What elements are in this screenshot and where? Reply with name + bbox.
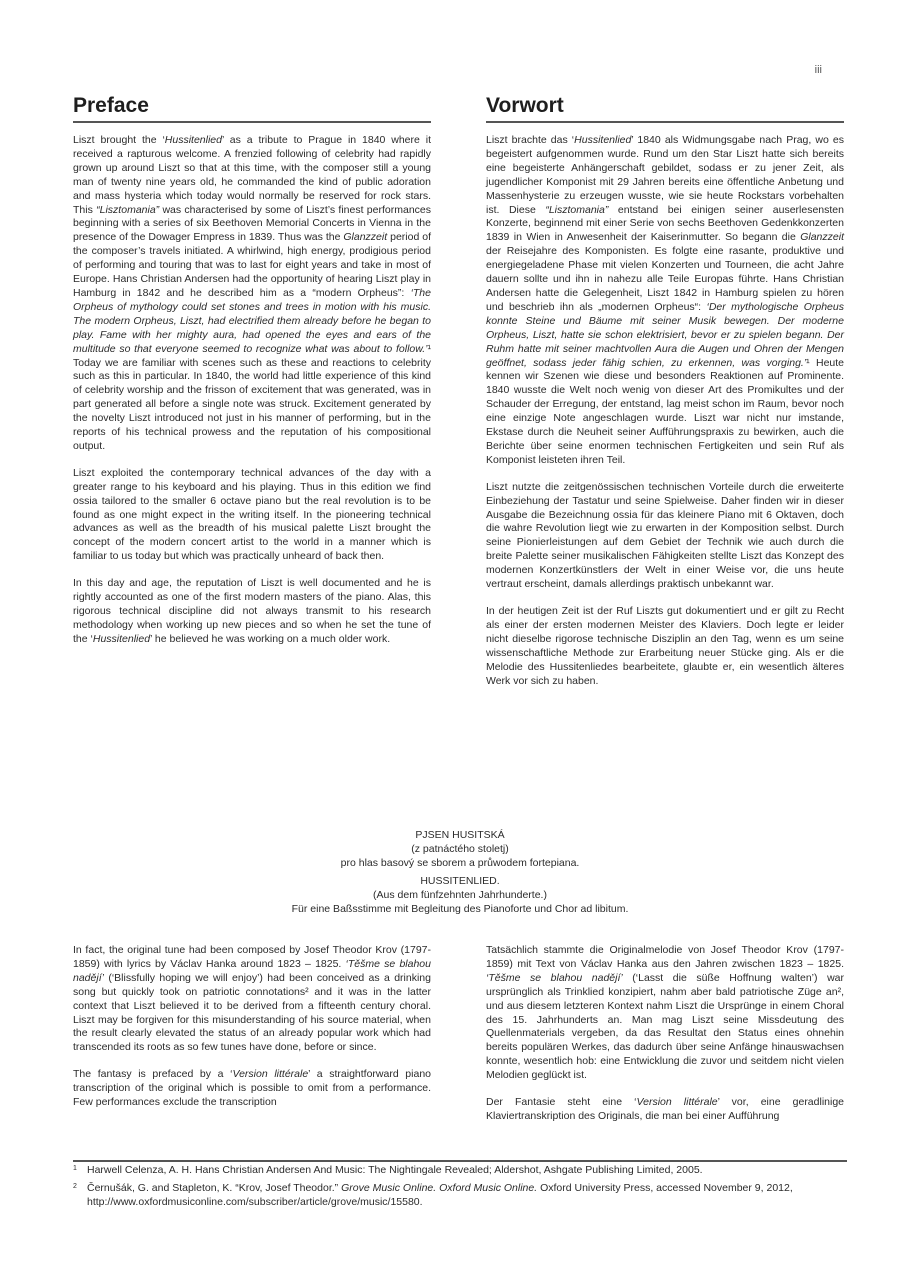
vorwort-column-upper xyxy=(486,134,844,701)
preface-paragraph-2: Liszt exploited the contemporary technical advances of the day with a greater range to his keyboard and his playing. Thus in this edition we find ossia tailored to the smaller 6 octave piano but the real revolution is to be found as one might expect in the writing itself. In the pioneering technical advances as well as the breadth of his musical palette Liszt brought the concept of the modern concert artist to the world in a manner which is familiar to us today but which was practically unheard of back then. xyxy=(73,466,431,563)
song-title-block xyxy=(73,829,847,917)
vorwort-paragraph-5: Der Fantasie steht eine ‘Version littérale’ vor, eine geradlinige Klaviertranskription des Originals, die man bei einer Aufführung xyxy=(486,1096,845,1122)
footnote-divider xyxy=(73,1160,847,1162)
german-title: HUSSITENLIED. xyxy=(420,875,500,888)
czech-subtitle-1: (z patnáctého stoletj) xyxy=(411,842,509,855)
footnote-1 xyxy=(73,1164,847,1178)
footnote-2: 2 Černušák, G. and Stapleton, K. “Krov, Josef Theodor.” Grove Music Online. Oxford Music Online. Oxford University Press, accessed November 9, 2012, http://www.oxfordmusiconline.com/subscriber/article/grove/music/15580. xyxy=(73,1181,793,1208)
german-subtitle-2: Für eine Baßsstimme mit Begleitung des Pianoforte und Chor ad libitum. xyxy=(291,902,629,915)
preface-paragraph-1: Liszt brought the ‘Hussitenlied’ as a tribute to Prague in 1840 where it received a rapturous welcome. A frenzied following of celebrity had rapidly grown up around Liszt so that at this time, with the composer still a young man of twenty nine years old, he commanded the kind of public adoration and mass hysteria which today would normally be reserved for rock stars. This “Lisztomania” was characterised by some of Liszt’s finest performances beginning with a series of six Beethoven Memorial Concerts in Vienna in the presence of the Dowager Empress in 1839. Thus was the Glanzzeit period of the composer’s travels initiated. A whirlwind, high energy, prodigious period of performing and touring that was to last for eight years and take in most of Europe. Hans Christian Andersen had the opportunity of hearing Liszt play in Hamburg in 1842 and he described him as a “modern Orpheus”: ‘The Orpheus of mythology could set stones and trees in motion with his music. The modern Orpheus, Liszt, had electrified them already before he began to play. Fame with her mighty aura, had opened the eyes and ears of the multitude so that everyone seemed to recognize what was about to follow.’¹ Today we are familiar with scenes such as these and reactions to celebrity such as this in particular. In 1840, the world had little experience of this kind of celebrity worship and the frisson of excitement that was generated, was in part generated all before a single note was struck. Excitement generated by the novelty Liszt introduced not just in his manner of performing, but in the reports of his technical prowess and the reputation of his compositional output. xyxy=(73,134,432,452)
preface-paragraph-3: In this day and age, the reputation of Liszt is well documented and he is rightly accounted as one of the first modern masters of the piano. Alas, this rigorous technical discipline did not always transmit to his research methodology when working up new pieces and so when he set the tune of the ‘Hussitenlied’ he believed he was working on a much older work. xyxy=(73,577,431,645)
vorwort-paragraph-2: Liszt nutzte die zeitgenössischen technischen Vorteile durch die erweiterte Einbeziehung der Tastatur und seine Spielweise. Daher finden wir in dieser Ausgabe die Bezeichnung ossia für das kleinere Piano mit 6 Oktaven, doch die wahre Revolution liegt wie zu erwarten in der Komposition selbst. Durch seine Pionierleistungen auf dem Gebiet der Technik wie auch durch die breite Palette seiner musikalischen Fähigkeiten stellte Liszt das Konzept des modernen Konzertkünstlers der Welt in einer Weise vor, die uns heute vertraut erscheint, damals allerdings praktisch unbekannt war. xyxy=(486,480,844,591)
preface-column-upper xyxy=(73,134,431,660)
vorwort-heading: Vorwort xyxy=(486,94,844,123)
vorwort-column-lower xyxy=(486,944,844,1137)
preface-paragraph-5: The fantasy is prefaced by a ‘Version littérale’ a straightforward piano transcription of the original which is possible to omit from a performance. Few performances exclude the transcription xyxy=(73,1068,431,1109)
czech-title: PJSEN HUSITSKÁ xyxy=(415,829,505,841)
vorwort-paragraph-3: In der heutigen Zeit ist der Ruf Liszts gut dokumentiert und er gilt zu Recht als einer der ersten modernen Meister des Klaviers. Doch legte er leider nicht dieselbe rigorose technische Disziplin an den Tag, wenn es um seine wissenschaftliche Methode zur Erarbeitung neuer Stücke ging. Als er die Melodie des Hussitenliedes bearbeitete, glaubte er, ein wesentlich älteres Werk vor sich zu haben. xyxy=(486,605,844,687)
footnote-mark: 2 xyxy=(73,1182,77,1190)
vorwort-paragraph-4: Tatsächlich stammte die Originalmelodie von Josef Theodor Krov (1797-1859) mit Text von Václav Hanka aus den Jahren zwischen 1823 – 1825. ‘Těšme se blahou nadějí’ (‘Lasst die süße Hoffnung walten’) war ursprünglich als Trinklied konzipiert, nahm aber bald patriotische Züge an², und aus diesem letzteren Kontext nahm Liszt die Ursprünge in einem Choral des 15. Jahrhunderts an. Man mag Liszt seine Missdeutung des Quellenmaterials vergeben, da das Resultat den Status eines ohnehin bereits populären Werkes, das dadurch über seine Anfänge hinauswachsen konnte, wesentlich hob: eine Entwicklung die zuvor und seitdem nicht vielen Melodien geglückt ist. xyxy=(486,944,844,1082)
german-subtitle-1: (Aus dem fünfzehnten Jahrhunderte.) xyxy=(373,889,547,902)
page-number: iii xyxy=(814,64,822,76)
footnotes xyxy=(73,1164,847,1213)
vorwort-paragraph-1: Liszt brachte das ‘Hussitenlied’ 1840 als Widmungsgabe nach Prag, wo es begeistert aufgenommen wurde. Rund um den Star Liszt hatte sich bereits eine begeisterte Anhängerschaft gebildet, sodass er zu jener Zeit, als jugendlicher Komponist mit 29 Jahren bereits eine öffentliche Anbetung und Massenhysterie zu erzeugen wusste, wie sie heute Rockstars vorbehalten ist. Diese “Lisztomania” entstand bei einigen seiner auserlesensten Konzerte, beginnend mit einer Serie von sechs Beethoven Gedenkkonzerten 1839 in Wien in Anwesenheit der Kaiserinmutter. So begann die Glanzzeit der Reisejahre des Komponisten. Es folgte eine rasante, produktive und energiegeladene Phase mit vielen Konzerten und Tourneen, die acht Jahre dauern sollte und ihn in nahezu alle Teile Europas führte. Hans Christian Andersen hatte die Gelegenheit, Liszt 1842 in Hamburg spielen zu hören und beschrieb ihn als „modernen Orpheus“: ‘Der mythologische Orpheus konnte Steine und Bäume mit seiner Musik bewegen. Der moderne Orpheus, Liszt, hatte sie schon elektrisiert, bevor er zu spielen begann. Der Ruhm hatte mit seiner machtvollen Aura die Augen und Ohren der Mengen geöffnet, sodass jeder fähig schien, zu erkennen, was vorging.’¹ Heute kennen wir Szenen wie diese und besonders Reaktionen auf Prominente. 1840 wusste die Welt noch wenig von dieser Art des Promikultes und der Schauder der Erregung, der entstand, lag meist schon im Raum, bevor noch eine einzige Note angeschlagen wurde. Liszt war nicht nur imstande, Ekstase durch die Neuheit seiner Aufführungspraxis zu bewirken, auch die Berichte über seine enormen technischen Fertigkeiten und sein Ruf als Komponist leisteten ihren Teil. xyxy=(486,134,844,466)
preface-column-lower xyxy=(73,944,431,1123)
footnote-text: Harwell Celenza, A. H. Hans Christian Andersen And Music: The Nightingale Revealed; Aldershot, Ashgate Publishing Limited, 2005. xyxy=(87,1164,703,1176)
preface-paragraph-4: In fact, the original tune had been composed by Josef Theodor Krov (1797-1859) with lyrics by Václav Hanka around 1823 – 1825. ‘Těšme se blahou nadějí’ (‘Blissfully hoping we will enjoy’) had been conceived as a drinking song but quickly took on patriotic connotations² and it was in the latter context that Liszt believed it to be derived from a fifteenth century choral. Liszt may be forgiven for this misunderstanding of his source material, when the result clearly elevated the status of an already popular work which had transcended its roots as so few tunes have done, before or since. xyxy=(73,944,431,1054)
footnote-mark: 1 xyxy=(73,1165,77,1172)
preface-heading: Preface xyxy=(73,94,431,123)
czech-subtitle-2: pro hlas basový se sborem a průwodem fortepiana. xyxy=(340,856,580,869)
